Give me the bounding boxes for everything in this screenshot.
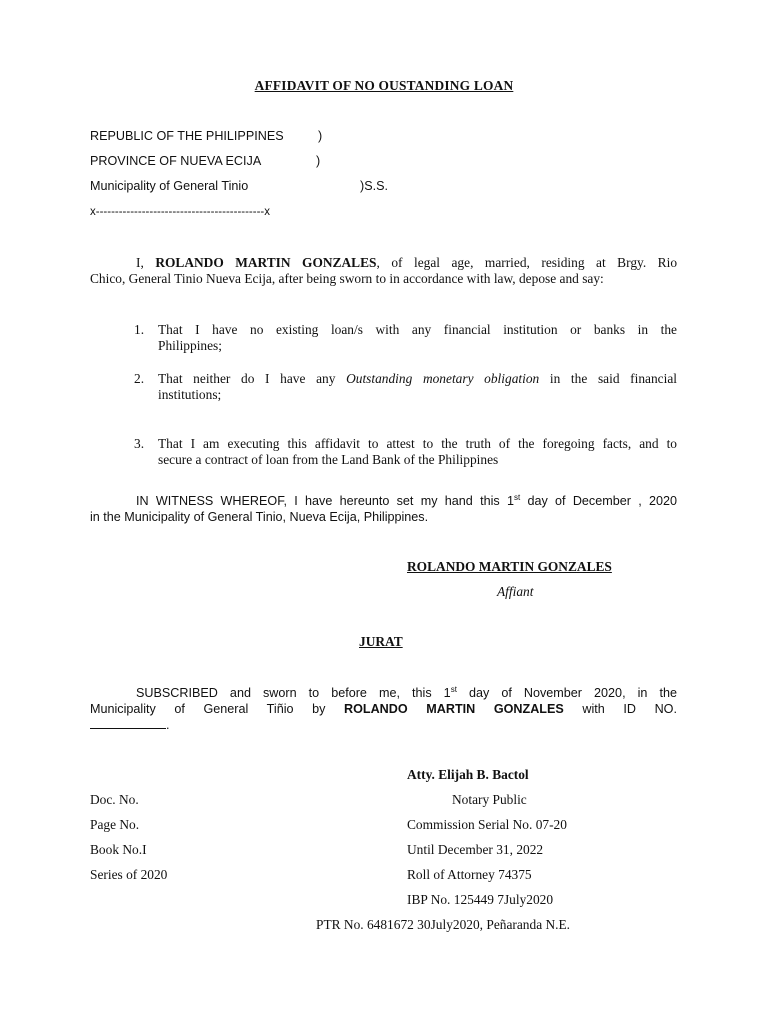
witness-line1a: IN WITNESS WHEREOF, I have hereunto set my hand this 1 xyxy=(136,494,514,508)
jurat-heading: JURAT xyxy=(359,634,403,649)
affiant-name: ROLANDO MARTIN GONZALES xyxy=(407,559,612,574)
jurat-paragraph xyxy=(90,685,677,733)
intro-line1-rest: , of legal age, married, residing at Brgy. Rio xyxy=(376,255,678,270)
notary-ptr: PTR No. 6481672 30July2020, Peñaranda N.E. xyxy=(316,917,571,932)
doc-no: Doc. No. xyxy=(90,792,139,807)
venue-republic-paren: ) xyxy=(318,129,323,143)
id-number-blank xyxy=(90,718,166,729)
jurat-line2a: Municipality of General Tiñio by xyxy=(90,702,344,716)
item-3-line1: That I am executing this affidavit to attest to the truth of the foregoing facts, and to xyxy=(158,436,677,451)
notary-ibp: IBP No. 125449 7July2020 xyxy=(407,892,554,907)
book-no: Book No.I xyxy=(90,842,147,857)
item-1-text xyxy=(158,322,677,354)
intro-paragraph xyxy=(90,255,677,287)
jurat-line2b: with ID NO. xyxy=(563,702,677,716)
item-2-line1b: in the said financial xyxy=(539,371,677,386)
venue-separator: x--------------------------------------------x xyxy=(90,206,271,218)
jurat-line1b: day of November 2020, in the xyxy=(456,686,677,700)
witness-line2: in the Municipality of General Tinio, Nueva Ecija, Philippines. xyxy=(90,510,429,524)
item-2-emphasis: Outstanding monetary obligation xyxy=(346,371,540,386)
notary-roll: Roll of Attorney 74375 xyxy=(407,867,532,882)
item-3-text xyxy=(158,436,677,468)
witness-paragraph xyxy=(90,493,677,525)
jurat-affiant-name: ROLANDO MARTIN GONZALES xyxy=(344,702,564,716)
venue-municipality-paren: )S.S. xyxy=(360,179,388,193)
item-2-line1a: That neither do I have any xyxy=(158,371,347,386)
item-1-line2: Philippines; xyxy=(158,338,222,353)
item-2-number: 2. xyxy=(134,371,145,386)
notary-commission: Commission Serial No. 07-20 xyxy=(407,817,567,832)
item-1-line1: That I have no existing loan/s with any financial institution or banks in the xyxy=(158,322,677,337)
intro-affiant-name: ROLANDO MARTIN GONZALES xyxy=(155,255,377,270)
item-1-number: 1. xyxy=(134,322,145,337)
witness-day-suffix: st xyxy=(513,492,521,502)
jurat-line1a: SUBSCRIBED and sworn to before me, this 1 xyxy=(136,686,451,700)
intro-lead: I, xyxy=(136,255,156,270)
notary-name: Atty. Elijah B. Bactol xyxy=(407,767,529,782)
page-no: Page No. xyxy=(90,817,140,832)
series-of: Series of 2020 xyxy=(90,867,168,882)
witness-line1b: day of December , 2020 xyxy=(520,494,677,508)
venue-republic: REPUBLIC OF THE PHILIPPINES xyxy=(90,129,284,143)
venue-province-paren: ) xyxy=(316,154,321,168)
item-2-text xyxy=(158,371,677,403)
venue-province: PROVINCE OF NUEVA ECIJA xyxy=(90,154,262,168)
item-2-line2: institutions; xyxy=(158,387,222,402)
venue-municipality: Municipality of General Tinio xyxy=(90,179,249,193)
jurat-line3-end: . xyxy=(166,718,170,732)
document-title: AFFIDAVIT OF NO OUSTANDING LOAN xyxy=(254,78,514,93)
item-3-line2: secure a contract of loan from the Land Bank of the Philippines xyxy=(158,452,499,467)
jurat-day-suffix: st xyxy=(450,684,457,694)
affiant-label: Affiant xyxy=(497,584,534,599)
notary-title: Notary Public xyxy=(452,792,527,807)
notary-until: Until December 31, 2022 xyxy=(407,842,544,857)
intro-line2: Chico, General Tinio Nueva Ecija, after being sworn to in accordance with law, depose and say: xyxy=(90,271,604,286)
item-3-number: 3. xyxy=(134,436,145,451)
